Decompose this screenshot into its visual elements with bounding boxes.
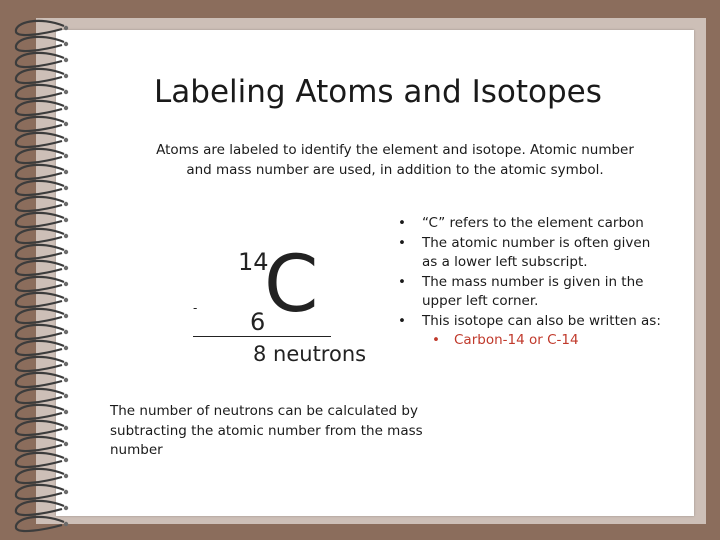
bullet-item (398, 234, 668, 273)
spiral-coil (16, 485, 64, 499)
binding-hole (64, 154, 68, 158)
bullet-item (398, 214, 668, 234)
binding-hole (64, 138, 68, 142)
spiral-coil (16, 357, 64, 371)
neutrons-label: 8 neutrons (253, 342, 367, 366)
spiral-coil (16, 69, 64, 83)
spiral-coil (16, 325, 64, 339)
binding-hole (64, 58, 68, 62)
spiral-coil (16, 277, 64, 291)
binding-hole (64, 298, 68, 302)
binding-hole (64, 410, 68, 414)
binding-hole (64, 106, 68, 110)
spiral-coil (16, 453, 64, 467)
spiral-coil (16, 517, 64, 531)
spiral-coil (16, 501, 64, 515)
bullet-item (398, 273, 668, 312)
binding-hole (64, 234, 68, 238)
spiral-coil (16, 101, 64, 115)
mass-number: 14 (238, 248, 269, 276)
bullet-text: “C” refers to the element carbon (422, 215, 644, 231)
binding-hole (64, 522, 68, 526)
spiral-coil (16, 149, 64, 163)
spiral-coil (16, 85, 64, 99)
binding-hole (64, 218, 68, 222)
spiral-coil (16, 245, 64, 259)
bullet-dot: • (398, 215, 406, 231)
intro-text: Atoms are labeled to identify the element and isotope. Atomic number and mass number are used, in addition to the atomic symbol. (156, 142, 634, 178)
bullet-text: The mass number is given in the upper left corner. (422, 273, 644, 309)
bullet-dot: • (398, 312, 406, 329)
spiral-coil (16, 261, 64, 275)
bullet-text: This isotope can also be written as: (422, 312, 661, 329)
spiral-coil (16, 213, 64, 227)
bullet-text: The atomic number is often given as a lower left subscript. (422, 234, 651, 270)
binding-hole (64, 346, 68, 350)
binding-hole (64, 394, 68, 398)
spiral-coil (16, 293, 64, 307)
binding-hole (64, 442, 68, 446)
underline (193, 336, 331, 337)
binding-hole (64, 314, 68, 318)
spiral-coil (16, 181, 64, 195)
binding-hole (64, 202, 68, 206)
binding-hole (64, 282, 68, 286)
spiral-coil (16, 197, 64, 211)
bullet-dot: • (398, 273, 406, 290)
binding-hole (64, 170, 68, 174)
element-symbol: C (264, 240, 319, 330)
spiral-coil (16, 229, 64, 243)
dash-mark: - (193, 301, 198, 315)
spiral-coil (16, 165, 64, 179)
binding-hole (64, 426, 68, 430)
binding-hole (64, 90, 68, 94)
spiral-coil (16, 373, 64, 387)
sub-bullet-text: Carbon-14 or C-14 (454, 332, 579, 348)
binding-hole (64, 26, 68, 30)
spiral-coil (16, 117, 64, 131)
binding-hole (64, 362, 68, 366)
binding-hole (64, 506, 68, 510)
bullet-dot: • (432, 332, 440, 348)
neutron-note: The number of neutrons can be calculated by subtracting the atomic number from the mass number (110, 403, 423, 458)
binding-hole (64, 250, 68, 254)
binding-hole (64, 378, 68, 382)
binding-hole (64, 74, 68, 78)
binding-hole (64, 474, 68, 478)
slide-title: Labeling Atoms and Isotopes (154, 74, 602, 110)
binding-hole (64, 266, 68, 270)
binding-hole (64, 186, 68, 190)
binding-hole (64, 458, 68, 462)
binding-hole (64, 42, 68, 46)
spiral-binding-icon (0, 0, 80, 540)
atomic-number: 6 (250, 308, 266, 336)
spiral-coil (16, 469, 64, 483)
spiral-coil (16, 309, 64, 323)
spiral-coil (16, 133, 64, 147)
spiral-coil (16, 405, 64, 419)
spiral-coil (16, 437, 64, 451)
bullet-item (398, 312, 668, 332)
bullet-list (398, 214, 668, 351)
spiral-coil (16, 389, 64, 403)
spiral-coil (16, 53, 64, 67)
binding-hole (64, 122, 68, 126)
sub-bullet-item (398, 331, 668, 351)
spiral-coil (16, 341, 64, 355)
spiral-coil (16, 421, 64, 435)
spiral-coil (16, 21, 64, 35)
binding-hole (64, 490, 68, 494)
spiral-coil (16, 37, 64, 51)
bullet-dot: • (398, 234, 406, 251)
binding-hole (64, 330, 68, 334)
